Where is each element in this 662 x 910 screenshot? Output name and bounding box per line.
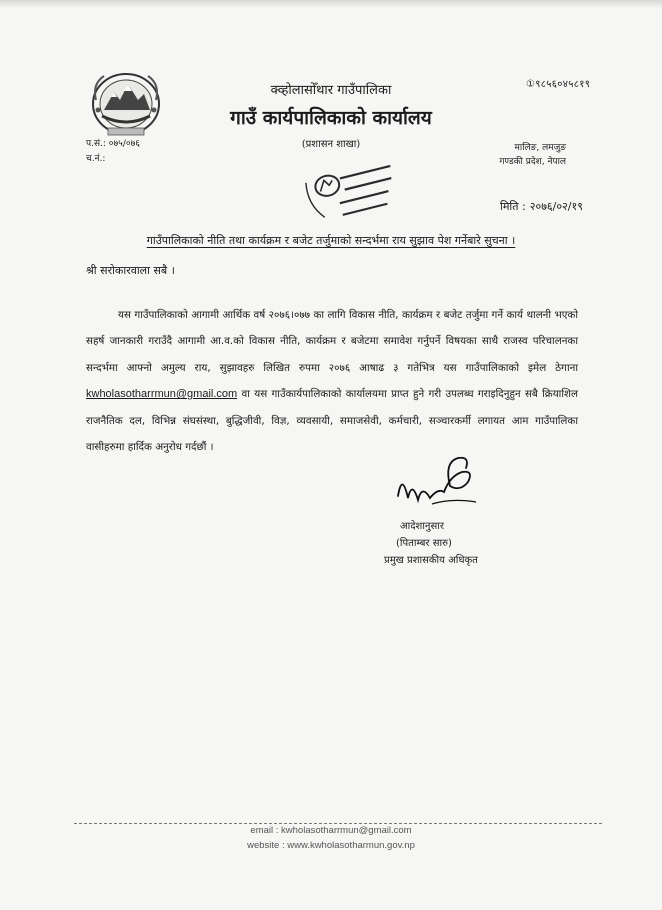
handwritten-signature	[392, 452, 480, 516]
salutation: श्री सरोकारवाला सबै ।	[86, 264, 175, 277]
footer-divider	[74, 823, 602, 824]
phone-number: ①९८५६०४५८१९	[526, 79, 591, 90]
body-text-part-1: यस गाउँपालिकाको आगामी आर्थिक वर्ष २०७६।०७७ का लागि विकास नीति, कार्यक्रम र बजेट तर्जुमा गर्ने कार्य थालनी भएको सहर्ष जानकारी गराउँदै आगामी आ.व.को विकास नीति, कार्यक्रम र बजेटमा समावेश गर्नुपर्ने विषयका साथै राजस्व परिचालनका सन्दर्भमा आफ्नो अमुल्य राय, सुझावहरु लिखित रुपमा २०७६ आषाढ ३ गतेभित्र यस गाउँपालिकाको इमेल ठेगाना	[86, 309, 578, 374]
reference-number: प.सं.: ०७५/०७६	[86, 139, 140, 149]
date-label: मिति :	[500, 200, 526, 213]
office-title: गाउँ कार्यपालिकाको कार्यालय	[230, 107, 432, 129]
body-paragraph	[86, 302, 578, 460]
footer-website[interactable]: website : www.kwholasotharmun.gov.np	[247, 840, 415, 851]
branch-name: (प्रशासन शाखा)	[301, 139, 361, 150]
dispatch-number: च.नं.:	[86, 154, 106, 164]
date-line	[500, 199, 583, 214]
date-value: २०७६/०२/१९	[529, 200, 583, 213]
signatory-name: (पिताम्बर सारु)	[396, 538, 452, 549]
signatory-title: प्रमुख प्रशासकीय अधिकृत	[384, 555, 478, 566]
body-email-link[interactable]: kwholasotharrmun@gmail.com	[86, 388, 238, 401]
address-line-2: गण्डकी प्रदेश, नेपाल	[499, 157, 566, 167]
office-stamp-icon	[300, 158, 404, 230]
body-text-part-2: वा यस गाउँकार्यपालिकाको कार्यालयमा प्राप्त हुने गरी उपलब्ध गराइदिनुहुन सबै क्रियाशिल राजनैतिक दल, विभिन्न संघसंस्था, बुद्धिजीवी, विज्ञ, व्यवसायी, समाजसेवी, कर्मचारी, सञ्चारकर्मी लगायत आम गाउँपालिका वासीहरुमा हार्दिक अनुरोध गर्दछौं ।	[86, 388, 578, 454]
subject-line: गाउँपालिकाको नीति तथा कार्यक्रम र बजेट तर्जुमाको सन्दर्भमा राय सुझाव पेश गर्नेबारे सुचना ।	[146, 234, 516, 247]
rural-municipality-name: क्व्होलासोँथार गाउँपालिका	[270, 83, 392, 98]
footer-email[interactable]: email : kwholasotharrmun@gmail.com	[250, 825, 412, 836]
address-line-1: मालिङ, लमजुङ	[514, 143, 566, 153]
signatory-order: आदेशानुसार	[400, 521, 444, 532]
scan-edge	[0, 0, 662, 8]
